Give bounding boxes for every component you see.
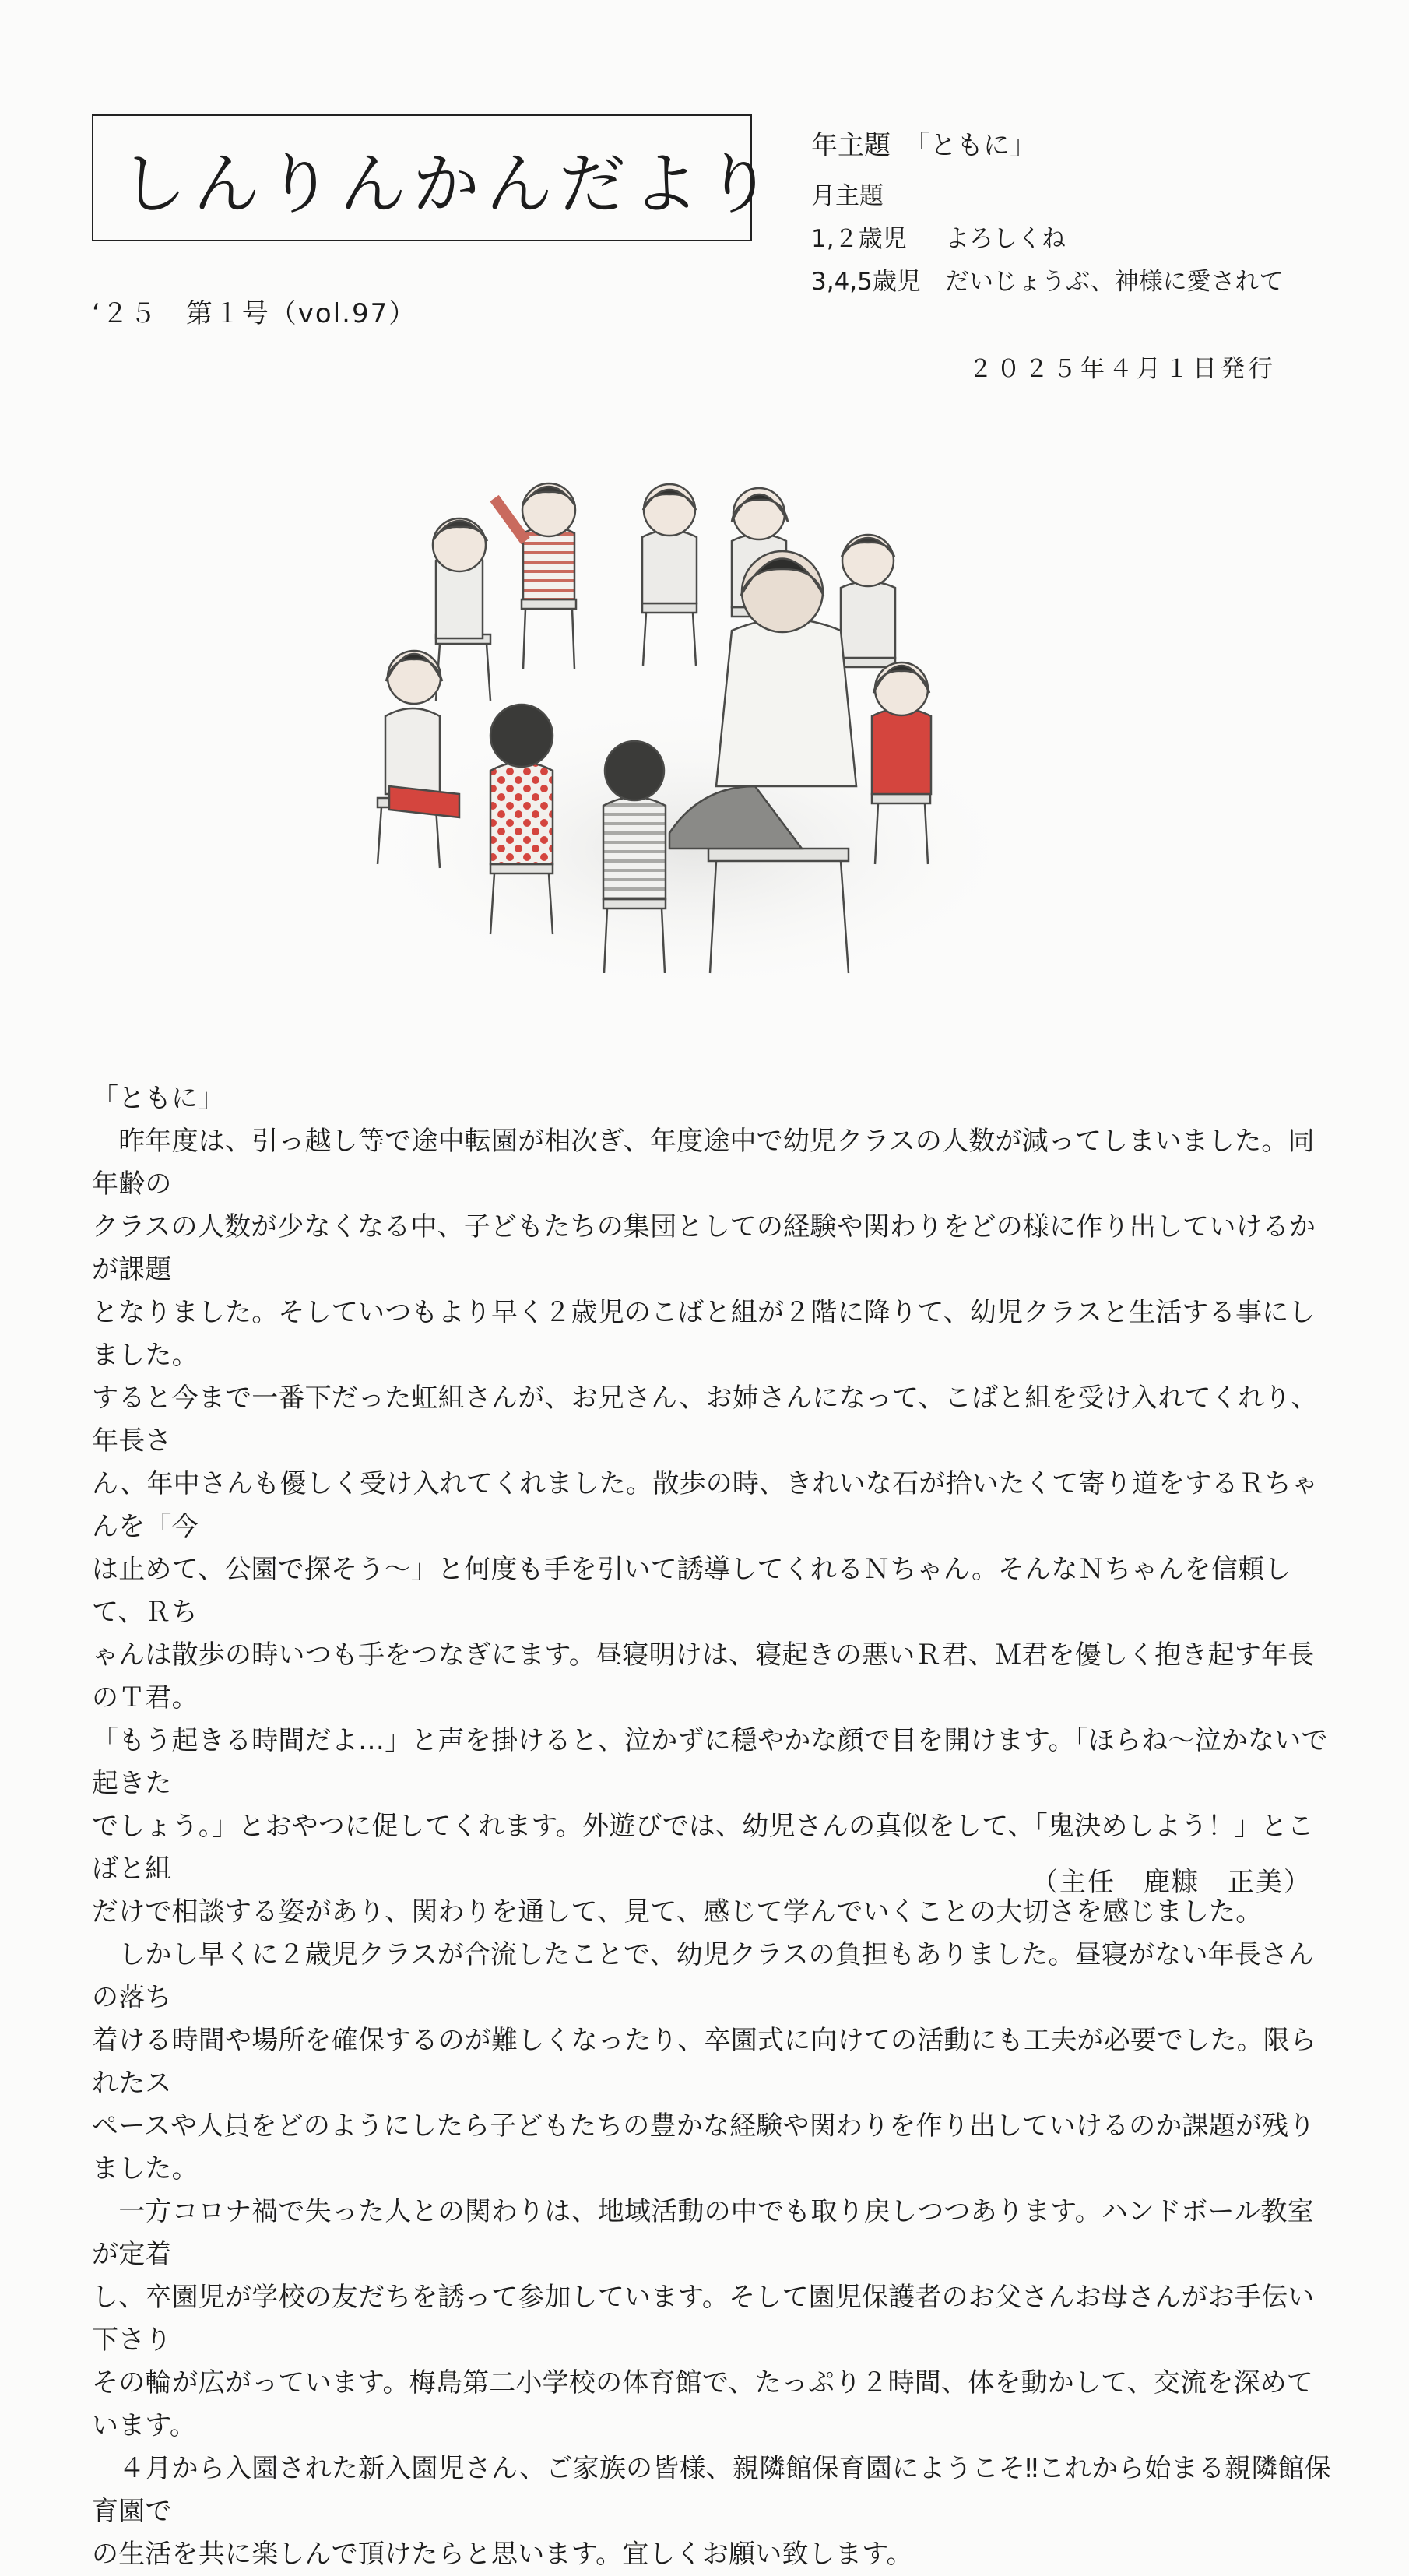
article-paragraph: ４月から入園された新入園児さん、ご家族の皆様、親隣館保育園にようこそ‼これから始まる親隣館保育園で の生活を共に楽しんで頂けたらと思います。宜しくお願い致します。 (92, 2453, 1331, 2570)
article-paragraph: 一方コロナ禍で失った人との関わりは、地域活動の中でも取り戻しつつあります。ハンドボール教室が定着 し、卒園児が学校の友だちを誘って参加しています。そして園児保護者のお父さんお母さんがお手伝い下さり その輪が広がっています。梅島第二小学校の体育館で、たっぷり２時間、体を動かして、交流を深めています。 (92, 2196, 1315, 2441)
newsletter-title: しんりんかんだより (120, 145, 778, 223)
month-theme-row (811, 261, 1284, 304)
month-theme-text: よろしくね (945, 225, 1066, 253)
article-paragraph: 昨年度は、引っ越し等で途中転園が相次ぎ、年度途中で幼児クラスの人数が減ってしまいました。同年齢の クラスの人数が少なくなる中、子どもたちの集団としての経験や関わりをどの様に作り出していけるかが課題 となりました。そしていつもより早く２歳児のこばと組が２階に降りて、幼児クラスと生活する事にしました。 すると今まで一番下だった虹組さんが、お兄さん、お姉さんになって、こばと組を受け入れてくれり、年長さ ん、年中さんも優しく受け入れてくれました。散歩の時、きれいな石が拾いたくて寄り道をするＲちゃんを「今 は止めて、公園で探そう～」と何度も手を引いて誘導してくれるＮちゃん。そんなＮちゃんを信頼して、Ｒち ゃんは散歩の時いつも手をつなぎにます。昼寝明けは、寝起きの悪いＲ君、Ｍ君を優しく抱き起す年長のＴ君。 「もう起きる時間だよ…」と声を掛けると、泣かずに穏やかな顔で目を開けます。「ほらね～泣かないで起きた でしょう。」とおやつに促してくれます。外遊びでは、幼児さんの真似をして、「鬼決めしよう！」とこばと組 だけで相談する姿があり、関わりを通して、見て、感じて学んでいくことの大切さを感じました。 (92, 1126, 1328, 1928)
month-theme-row (811, 218, 1284, 261)
author-signature: （主任 鹿糠 正美） (1031, 1867, 1312, 1898)
article-paragraph: しかし早くに２歳児クラスが合流したことで、幼児クラスの負担もありました。昼寝がない年長さんの落ち 着ける時間や場所を確保するのが難しくなったり、卒園式に向けての活動にも工夫が必要でした。限られたス ペースや人員をどのようにしたら子どもたちの豊かな経験や関わりを作り出していけるのか課題が残りました。 (92, 1939, 1317, 2184)
year-theme: 年主題 「ともに」 (811, 130, 1036, 161)
themes-block (811, 125, 1284, 304)
issue-number: ‘２５ 第１号（vol.97） (92, 298, 417, 329)
article-heading: 「ともに」 (92, 1083, 224, 1114)
children-circle-illustration (343, 467, 1043, 1004)
month-theme-age: 1,２歳児 (811, 225, 907, 253)
main-article (92, 1077, 1337, 2576)
month-theme-label: 月主題 (811, 182, 884, 210)
publish-date: ２０２５年４月１日発行 (968, 355, 1277, 383)
newsletter-title-box (92, 114, 778, 241)
month-theme-text: だいじょうぶ、神様に愛されて (945, 268, 1284, 296)
month-theme-age: 3,4,5歳児 (811, 268, 921, 296)
